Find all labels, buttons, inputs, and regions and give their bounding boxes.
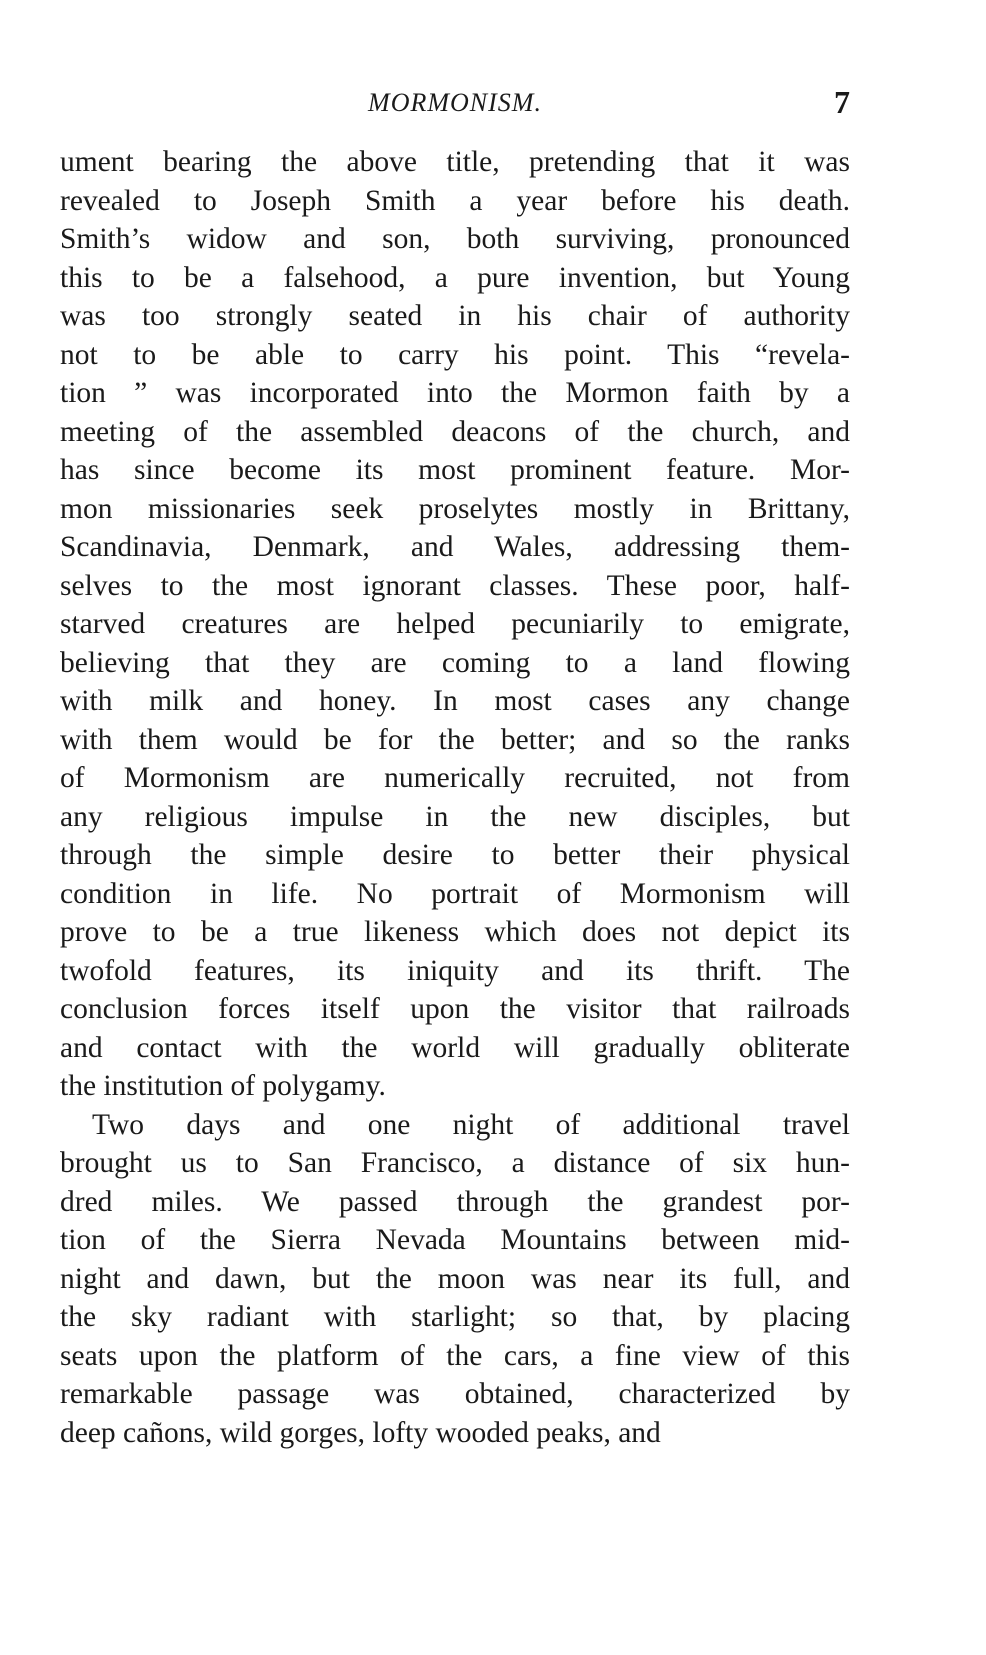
text-line: has since become its most prominent feature. Mor- [60, 454, 850, 486]
text-line: deep cañons, wild gorges, lofty wooded peaks, and [60, 1416, 661, 1449]
running-head [60, 84, 850, 128]
text-line: Two days and one night of additional travel [92, 1108, 850, 1141]
text-line: ument bearing the above title, pretending that it was [60, 146, 850, 178]
paragraph [60, 1106, 850, 1453]
text-line: prove to be a true likeness which does not depict its [60, 916, 850, 948]
text-line: not to be able to carry his point. This “revela- [60, 338, 850, 371]
text-line: any religious impulse in the new disciples, but [60, 800, 850, 833]
paragraph [60, 143, 850, 1106]
text-line: through the simple desire to better their physical [60, 839, 850, 871]
text-line: remarkable passage was obtained, characterized by [60, 1378, 850, 1410]
text-line: selves to the most ignorant classes. These poor, half- [60, 569, 850, 602]
text-line: night and dawn, but the moon was near its full, and [60, 1262, 850, 1295]
page-number: 7 [834, 84, 850, 120]
text-line: this to be a falsehood, a pure invention, but Young [60, 261, 850, 294]
text-line: conclusion forces itself upon the visitor that railroads [60, 993, 850, 1025]
text-line: the institution of polygamy. [60, 1070, 386, 1102]
running-title: MORMONISM. [368, 88, 542, 117]
text-line: starved creatures are helped pecuniarily to emigrate, [60, 608, 850, 640]
text-line: and contact with the world will gradually obliterate [60, 1031, 850, 1064]
text-line: revealed to Joseph Smith a year before his death. [60, 184, 850, 217]
text-line: was too strongly seated in his chair of authority [60, 300, 850, 332]
text-line: with them would be for the better; and so the ranks [60, 723, 850, 756]
text-line: tion ” was incorporated into the Mormon faith by a [60, 377, 850, 409]
text-line: condition in life. No portrait of Mormonism will [60, 877, 850, 910]
text-line: dred miles. We passed through the grandest por- [60, 1185, 850, 1218]
text-line: seats upon the platform of the cars, a fine view of this [60, 1339, 850, 1372]
text-line: Smith’s widow and son, both surviving, pronounced [60, 223, 850, 255]
text-line: Scandinavia, Denmark, and Wales, addressing them- [60, 531, 850, 563]
text-line: the sky radiant with starlight; so that, by placing [60, 1301, 850, 1333]
text-line: believing that they are coming to a land flowing [60, 646, 850, 679]
text-line: mon missionaries seek proselytes mostly in Brittany, [60, 492, 850, 525]
text-line: tion of the Sierra Nevada Mountains between mid- [60, 1224, 850, 1256]
text-line: twofold features, its iniquity and its thrift. The [60, 954, 850, 987]
text-line: brought us to San Francisco, a distance of six hun- [60, 1147, 850, 1179]
text-line: meeting of the assembled deacons of the church, and [60, 415, 850, 448]
text-line: with milk and honey. In most cases any change [60, 685, 850, 717]
body-text [60, 143, 850, 1452]
text-line: of Mormonism are numerically recruited, not from [60, 762, 850, 794]
